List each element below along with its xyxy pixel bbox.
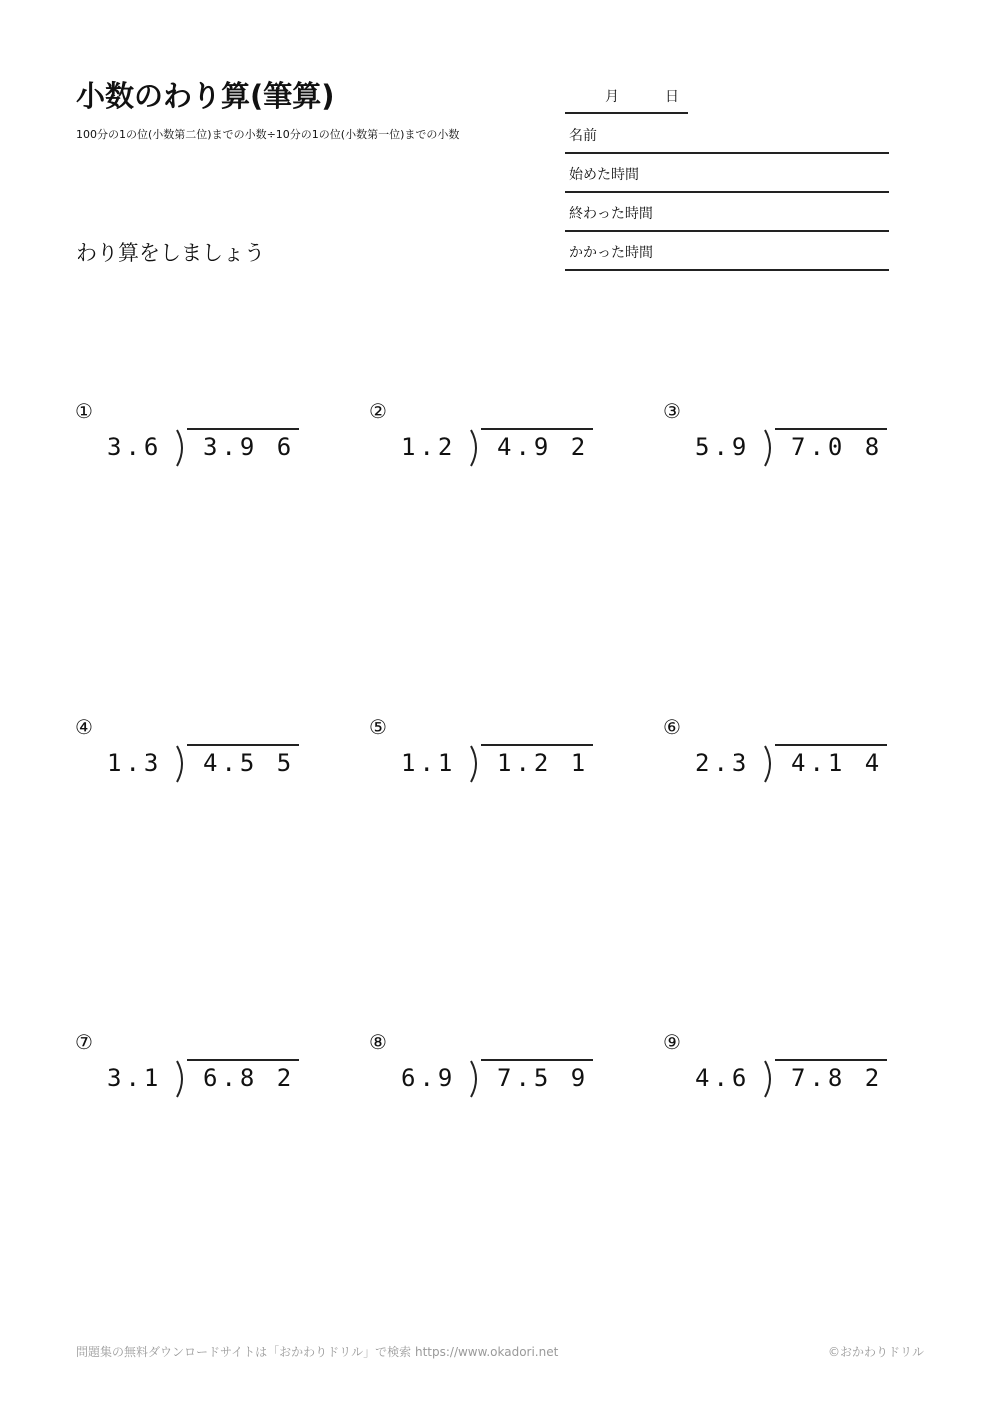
problem-9 [663,1030,903,1110]
division-bracket-icon [175,429,187,467]
divisor: 1.1 [401,749,457,777]
dividend: 3.9 6 [203,433,296,461]
problem-number: ⑤ [369,715,387,739]
division-bar [481,1059,593,1061]
divisor: 5.9 [695,433,751,461]
problem-number: ③ [663,399,681,423]
problem-number: ② [369,399,387,423]
division-bracket-icon [175,1060,187,1098]
division-bracket-icon [469,745,481,783]
dividend: 4.9 2 [497,433,590,461]
division-bar [187,428,299,430]
dividend: 7.0 8 [791,433,884,461]
divisor: 1.3 [107,749,163,777]
elapsed-time-field[interactable] [565,231,889,271]
instruction-text: わり算をしましょう [76,241,265,265]
divisor: 6.9 [401,1064,457,1092]
dividend: 1.2 1 [497,749,590,777]
problem-3 [663,399,903,479]
problem-number: ① [75,399,93,423]
date-field[interactable] [565,82,688,114]
division-bar [187,1059,299,1061]
division-bar [481,428,593,430]
elapsed-time-label: かかった時間 [569,245,653,261]
problem-number: ⑥ [663,715,681,739]
start-time-label: 始めた時間 [569,167,639,183]
name-label: 名前 [569,128,597,144]
division-bar [775,428,887,430]
month-label: 月 [605,89,619,105]
division-bar [775,744,887,746]
problem-number: ⑦ [75,1030,93,1054]
problem-8 [369,1030,609,1110]
dividend: 7.8 2 [791,1064,884,1092]
division-bracket-icon [175,745,187,783]
division-bracket-icon [763,429,775,467]
divisor: 2.3 [695,749,751,777]
problem-2 [369,399,609,479]
problem-number: ⑨ [663,1030,681,1054]
end-time-field[interactable] [565,192,889,232]
problem-6 [663,715,903,795]
name-field[interactable] [565,114,889,154]
dividend: 4.1 4 [791,749,884,777]
divisor: 1.2 [401,433,457,461]
division-bracket-icon [469,1060,481,1098]
divisor: 4.6 [695,1064,751,1092]
division-bar [775,1059,887,1061]
page-subtitle: 100分の1の位(小数第二位)までの小数÷10分の1の位(小数第一位)までの小数 [76,128,460,141]
problem-5 [369,715,609,795]
division-bar [481,744,593,746]
start-time-field[interactable] [565,153,889,193]
division-bracket-icon [469,429,481,467]
end-time-label: 終わった時間 [569,206,653,222]
dividend: 7.5 9 [497,1064,590,1092]
page-title: 小数のわり算(筆算) [76,79,335,113]
division-bracket-icon [763,1060,775,1098]
divisor: 3.6 [107,433,163,461]
dividend: 4.5 5 [203,749,296,777]
day-label: 日 [665,89,679,105]
dividend: 6.8 2 [203,1064,296,1092]
problem-number: ⑧ [369,1030,387,1054]
problem-number: ④ [75,715,93,739]
division-bracket-icon [763,745,775,783]
problem-1 [75,399,315,479]
problem-7 [75,1030,315,1110]
divisor: 3.1 [107,1064,163,1092]
division-bar [187,744,299,746]
footer-source: 問題集の無料ダウンロードサイトは「おかわりドリル」で検索 https://www.okadori.net [76,1345,559,1359]
footer-copyright: ©おかわりドリル [828,1345,925,1359]
problem-4 [75,715,315,795]
